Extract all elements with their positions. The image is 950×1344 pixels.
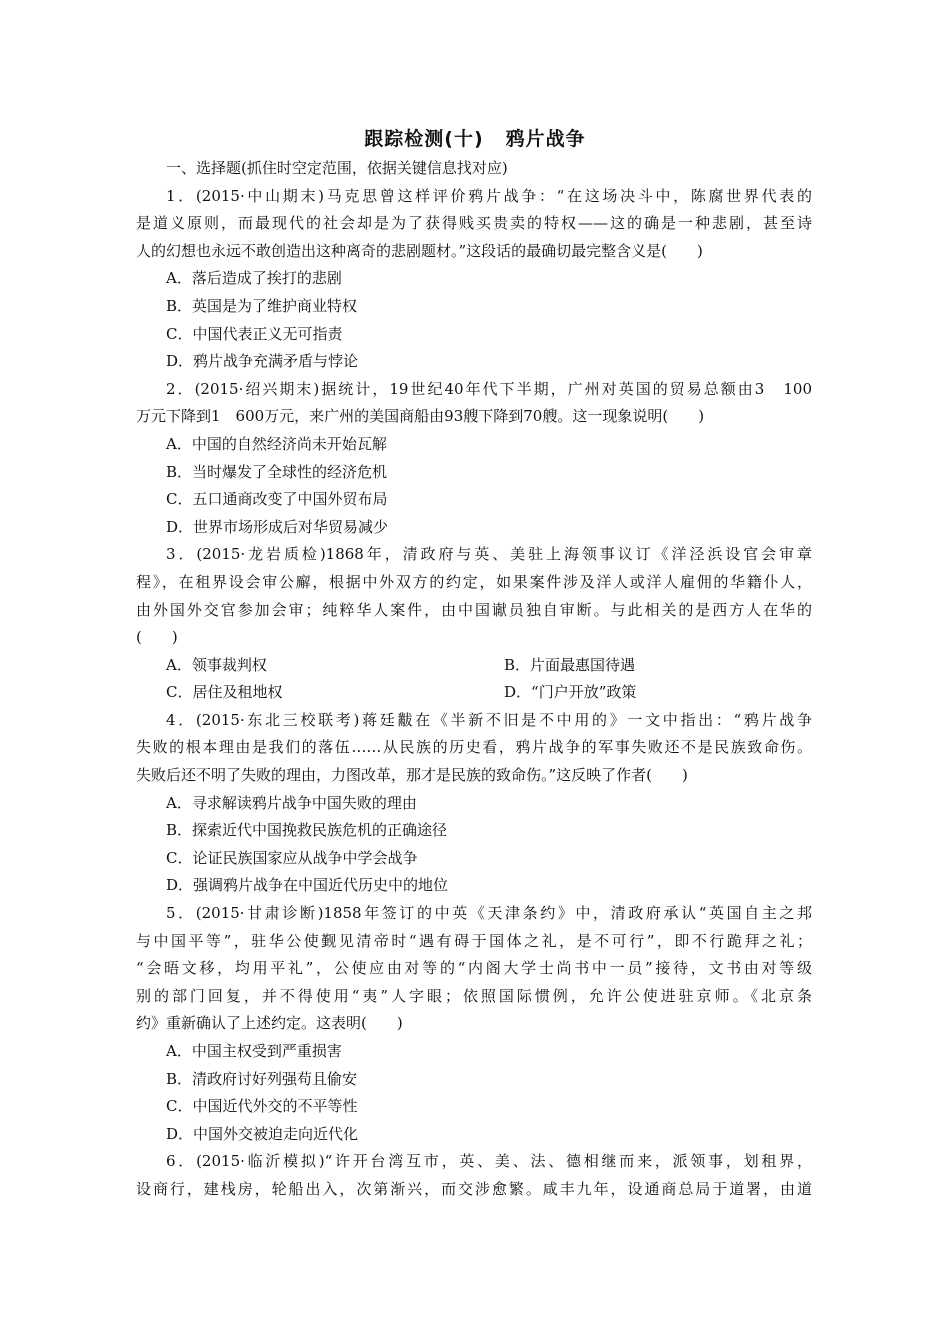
question-5-line-5: 约》重新确认了上述约定。这表明( ) — [136, 1014, 403, 1033]
question-3-line-2: 程》，在租界设会审公廨，根据中外双方的约定，如果案件涉及洋人或洋人雇佣的华籍仆人， — [136, 572, 812, 591]
question-1-option-c[interactable]: C．中国代表正义无可指责 — [166, 324, 343, 343]
question-2-line-2: 万元下降到1 600万元，来广州的美国商船由93艘下降到70艘。这一现象说明( ) — [136, 407, 705, 426]
question-5-line-4: 别的部门回复，并不得使用“夷”人字眼；依照国际惯例，允许公使进驻京师。《北京条 — [136, 986, 812, 1005]
question-5-line-1: 5．(2015·甘肃诊断)1858年签订的中英《天津条约》中，清政府承认“英国自主之邦 — [166, 904, 812, 923]
question-2-option-c[interactable]: C．五口通商改变了中国外贸布局 — [166, 490, 388, 509]
question-1-line-1: 1．(2015·中山期末)马克思曾这样评价鸦片战争：“在这场决斗中，陈腐世界代表的 — [166, 186, 812, 205]
question-2-option-d[interactable]: D．世界市场形成后对华贸易减少 — [166, 517, 389, 536]
question-5-option-b[interactable]: B．清政府讨好列强苟且偷安 — [166, 1069, 358, 1088]
question-3-line-1: 3．(2015·龙岩质检)1868年，清政府与英、美驻上海领事议订《洋泾浜设官会审章 — [166, 545, 812, 564]
question-2-option-b[interactable]: B．当时爆发了全球性的经济危机 — [166, 462, 388, 481]
question-5-line-2: 与中国平等”，驻华公使觐见清帝时“遇有碍于国体之礼，是不可行”，即不行跪拜之礼； — [136, 931, 812, 950]
question-3-options-row-1 — [136, 652, 812, 680]
question-5-line-3: “会晤文移，均用平礼”，公使应由对等的“内阁大学士尚书中一员”接待，文书由对等级 — [136, 959, 812, 978]
question-5-option-a[interactable]: A．中国主权受到严重损害 — [166, 1042, 342, 1060]
question-4-line-3: 失败后还不明了失败的理由，力图改革，那才是民族的致命伤。”这反映了作者( ) — [136, 766, 688, 785]
question-4-line-2: 失败的根本理由是我们的落伍……从民族的历史看，鸦片战争的军事失败还不是民族致命伤。 — [136, 738, 812, 757]
question-1-option-a[interactable]: A．落后造成了挨打的悲剧 — [166, 269, 342, 288]
title-main: 跟踪检测(十) — [364, 128, 484, 150]
question-1-line-2: 是道义原则，而最现代的社会却是为了获得贱买贵卖的特权——这的确是一种悲剧，甚至诗 — [136, 214, 812, 233]
question-4-option-a[interactable]: A．寻求解读鸦片战争中国失败的理由 — [166, 793, 417, 812]
question-3-line-4: ( ) — [136, 628, 178, 647]
question-4-option-d[interactable]: D．强调鸦片战争在中国近代历史中的地位 — [166, 876, 449, 895]
question-5-option-d[interactable]: D．中国外交被迫走向近代化 — [166, 1124, 359, 1143]
section-heading: 一、选择题(抓住时空定范围，依据关键信息找对应) — [166, 159, 508, 177]
question-1-line-3: 人的幻想也永远不敢创造出这种离奇的悲剧题材。”这段话的最确切最完整含义是( ) — [136, 241, 703, 260]
document-body — [136, 155, 812, 1204]
question-1-option-d[interactable]: D．鸦片战争充满矛盾与悖论 — [166, 352, 359, 371]
question-3-option-b[interactable]: B．片面最惠国待遇 — [504, 655, 636, 674]
question-4-option-b[interactable]: B．探索近代中国挽救民族危机的正确途径 — [166, 821, 448, 840]
question-6-line-2: 设商行，建栈房，轮船出入，次第渐兴，而交涉愈繁。咸丰九年，设通商总局于道署，由道 — [136, 1179, 812, 1198]
title-sub: 鸦片战争 — [505, 128, 586, 150]
page-title — [0, 124, 950, 151]
question-3-options-row-2 — [136, 679, 812, 707]
question-2-option-a[interactable]: A．中国的自然经济尚未开始瓦解 — [166, 434, 387, 453]
question-5-option-c[interactable]: C．中国近代外交的不平等性 — [166, 1097, 358, 1116]
question-3-option-a[interactable]: A．领事裁判权 — [166, 655, 267, 674]
question-3-option-c[interactable]: C．居住及租地权 — [166, 683, 283, 702]
question-2-line-1: 2．(2015·绍兴期末)据统计，19世纪40年代下半期，广州对英国的贸易总额由3 100 — [166, 379, 812, 398]
question-4-line-1: 4．(2015·东北三校联考)蒋廷黻在《半新不旧是不中用的》一文中指出：“鸦片战争 — [166, 710, 812, 729]
question-6-line-1: 6．(2015·临沂模拟)“许开台湾互市，英、美、法、德相继而来，派领事，划租界， — [166, 1152, 812, 1171]
question-1-option-b[interactable]: B．英国是为了维护商业特权 — [166, 296, 358, 315]
question-3-option-d[interactable]: D．“门户开放”政策 — [504, 683, 637, 702]
question-4-option-c[interactable]: C．论证民族国家应从战争中学会战争 — [166, 848, 418, 867]
question-3-line-3: 由外国外交官参加会审；纯粹华人案件，由中国谳员独自审断。与此相关的是西方人在华的 — [136, 600, 812, 619]
